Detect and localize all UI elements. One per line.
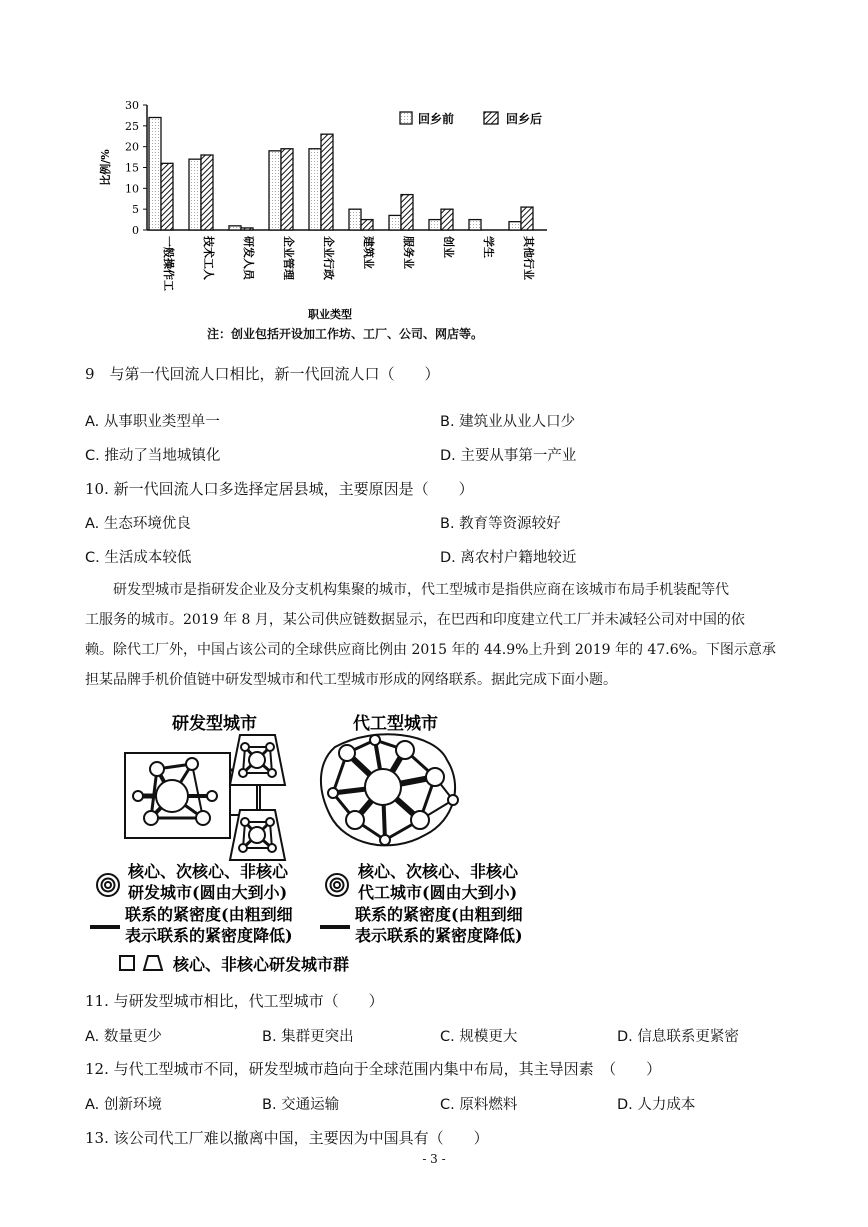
q12-option-b[interactable]: B. 交通运输 xyxy=(262,1097,340,1113)
rd-title: 研发型城市 xyxy=(172,714,257,734)
q10-option-a[interactable]: A. 生态环境优良 xyxy=(85,516,191,532)
legend-rd-line1: 核心、次核心、非核心 xyxy=(128,862,289,881)
passage-line: 赖。除代工厂外，中国占该公司的全球供应商比例由 2015 年的 44.9%上升到 2019 年的 47.6%。下图示意承 xyxy=(85,642,776,658)
legend-rd-line2: 研发城市(圆由大到小) xyxy=(128,883,288,902)
bar-after xyxy=(401,195,413,230)
oem-title: 代工型城市 xyxy=(353,714,438,734)
y-tick-label: 15 xyxy=(125,161,139,175)
legend-label-before: 回乡前 xyxy=(418,112,455,126)
q11-option-c[interactable]: C. 规模更大 xyxy=(440,1029,518,1045)
oem-network xyxy=(321,734,458,845)
q10-option-b[interactable]: B. 教育等资源较好 xyxy=(440,516,561,532)
y-tick-label: 25 xyxy=(125,119,139,133)
rd-noncore-cluster-bottom xyxy=(230,810,285,860)
legend-label-after: 回乡后 xyxy=(506,112,543,126)
question-9-stem: 9 与第一代回流人口相比，新一代回流人口（ ） xyxy=(85,365,440,383)
bar-after xyxy=(241,228,253,230)
occupation-bar-chart xyxy=(95,95,595,330)
bar-before xyxy=(429,220,441,230)
q12-option-c[interactable]: C. 原料燃料 xyxy=(440,1097,518,1113)
q12-option-a[interactable]: A. 创新环境 xyxy=(85,1097,162,1113)
bar-before xyxy=(509,222,521,230)
bar-before xyxy=(349,209,361,230)
chart-note: 注：创业包括开设加工作坊、工厂、公司、网店等。 xyxy=(207,327,484,341)
x-tick-label: 学生 xyxy=(482,236,495,258)
legend-oem-circles-icon xyxy=(326,874,348,896)
passage-line: 研发型城市是指研发企业及分支机构集聚的城市，代工型城市是指供应商在该城市布局手机装配等代 xyxy=(85,582,729,598)
bar-after xyxy=(321,134,333,230)
passage-line: 工服务的城市。2019 年 8 月，某公司供应链数据显示，在巴西和印度建立代工厂并未减轻公司对中国的依 xyxy=(85,612,745,628)
x-tick-label: 其他行业 xyxy=(522,236,535,280)
q9-option-c[interactable]: C. 推动了当地城镇化 xyxy=(85,448,221,464)
y-tick-label: 30 xyxy=(125,99,139,112)
x-tick-label: 企业行政 xyxy=(322,236,335,280)
q10-option-d[interactable]: D. 离农村户籍地较近 xyxy=(440,550,577,566)
question-10-stem: 10. 新一代回流人口多选择定居县城，主要原因是（ ） xyxy=(85,480,474,498)
y-axis-label: 比例/% xyxy=(99,149,112,186)
legend-rd-circles-icon xyxy=(97,874,119,896)
x-tick-label: 企业管理 xyxy=(282,236,295,280)
legend-core-cluster-icon xyxy=(120,956,134,970)
legend-noncore-cluster-icon xyxy=(144,956,162,970)
legend-link-line1: 联系的紧密度(由粗到细 xyxy=(355,905,523,924)
y-tick-label: 0 xyxy=(132,224,139,237)
bar-before xyxy=(269,151,281,230)
x-tick-label: 服务业 xyxy=(402,236,415,269)
legend-link-line2: 表示联系的紧密度降低) xyxy=(355,926,523,945)
bar-before xyxy=(229,226,241,230)
q11-option-d[interactable]: D. 信息联系更紧密 xyxy=(617,1029,739,1045)
bar-before xyxy=(149,118,161,231)
bar-before xyxy=(189,159,201,230)
city-network-diagram xyxy=(85,705,555,985)
q11-option-a[interactable]: A. 数量更少 xyxy=(85,1029,162,1045)
bar-after xyxy=(441,209,453,230)
y-tick-label: 5 xyxy=(132,203,139,217)
legend-link-line2: 表示联系的紧密度降低) xyxy=(125,926,293,945)
rd-core-cluster xyxy=(125,753,230,838)
y-tick-label: 10 xyxy=(125,182,139,196)
q9-option-a[interactable]: A. 从事职业类型单一 xyxy=(85,414,220,430)
x-tick-label: 创业 xyxy=(442,236,455,258)
question-13-stem: 13. 该公司代工厂难以撤离中国，主要因为中国具有（ ） xyxy=(85,1129,489,1147)
q12-option-d[interactable]: D. 人力成本 xyxy=(617,1097,696,1113)
q11-option-b[interactable]: B. 集群更突出 xyxy=(262,1029,354,1045)
bar-after xyxy=(521,207,533,230)
question-12-stem: 12. 与代工型城市不同，研发型城市趋向于全球范围内集中布局，其主导因素 （ ） xyxy=(85,1060,662,1078)
q10-option-c[interactable]: C. 生活成本较低 xyxy=(85,550,192,566)
legend-oem-line2: 代工城市(圆由大到小) xyxy=(358,883,518,902)
passage xyxy=(85,575,785,695)
legend-swatch-before xyxy=(400,112,412,124)
bar-after xyxy=(361,220,373,230)
bar-after xyxy=(201,155,213,230)
passage-line: 担某品牌手机价值链中研发型城市和代工型城市形成的网络联系。据此完成下面小题。 xyxy=(85,672,617,688)
rd-noncore-cluster-top xyxy=(230,735,285,785)
x-axis-label: 职业类型 xyxy=(308,308,352,321)
x-tick-label: 技术工人 xyxy=(202,236,215,280)
bar-after xyxy=(161,163,173,230)
question-11-stem: 11. 与研发型城市相比，代工型城市（ ） xyxy=(85,992,384,1010)
page-number: - 3 - xyxy=(422,1152,446,1166)
bar-before xyxy=(389,215,401,230)
x-tick-label: 研发人员 xyxy=(242,236,255,280)
q9-option-b[interactable]: B. 建筑业从业人口少 xyxy=(440,414,576,430)
legend-oem-line1: 核心、次核心、非核心 xyxy=(358,862,519,881)
bar-after xyxy=(281,149,293,230)
q9-option-d[interactable]: D. 主要从事第一产业 xyxy=(440,448,577,464)
legend-cluster-label: 核心、非核心研发城市群 xyxy=(173,955,350,974)
x-tick-label: 建筑业 xyxy=(362,236,375,269)
legend-swatch-after xyxy=(484,112,498,124)
legend-link-line1: 联系的紧密度(由粗到细 xyxy=(125,905,293,924)
y-tick-label: 20 xyxy=(125,140,139,154)
x-tick-label: 一般操作工 xyxy=(162,236,175,291)
bar-before xyxy=(309,149,321,230)
bar-before xyxy=(469,220,481,230)
